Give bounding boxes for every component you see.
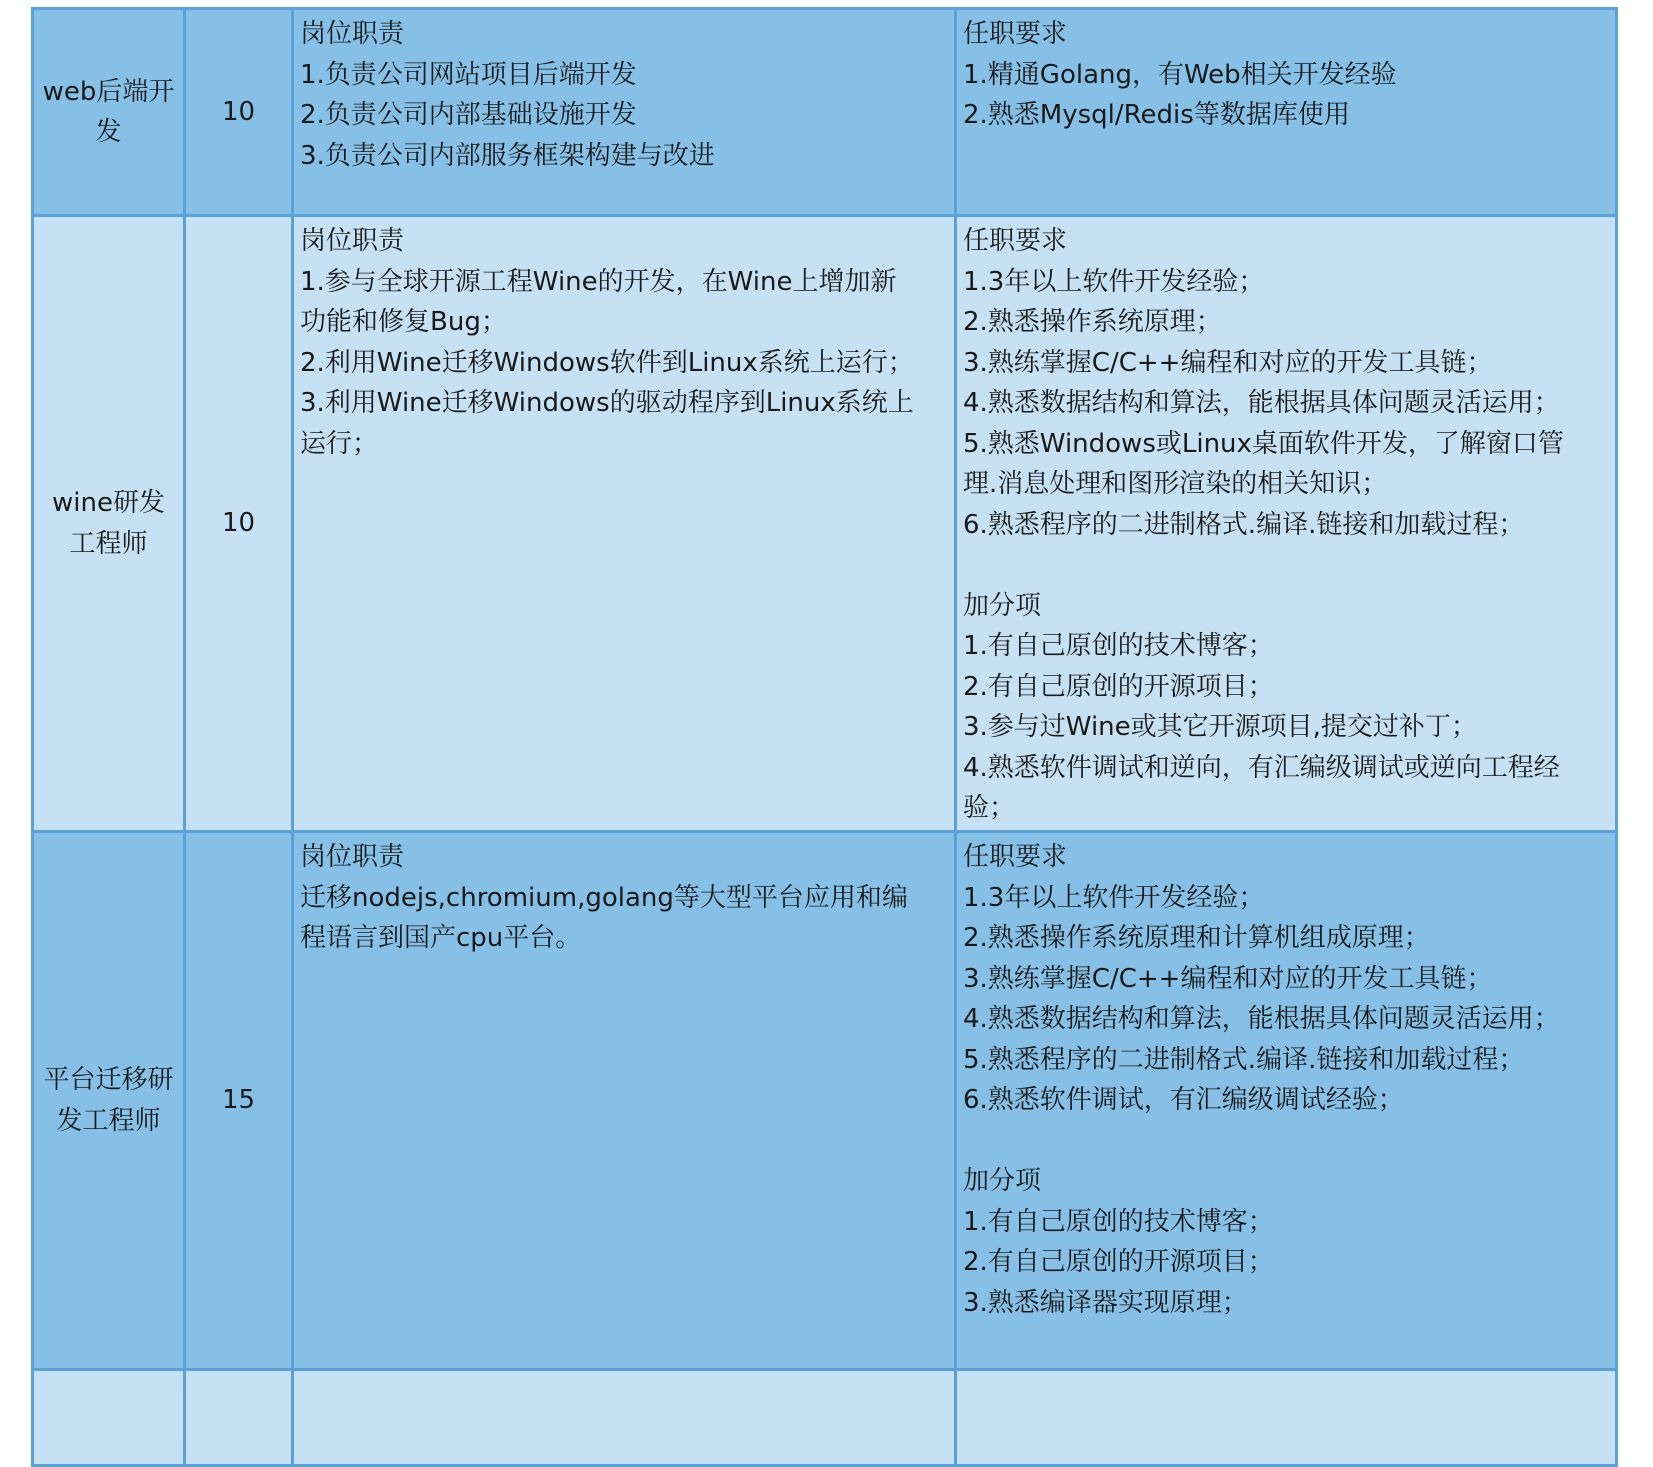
headcount: 10 <box>221 96 256 127</box>
duty-line: 2.负责公司内部基础设施开发 <box>300 100 637 130</box>
requirement-line: 2.熟悉Mysql/Redis等数据库使用 <box>963 100 1350 130</box>
position-name-cell <box>34 217 186 830</box>
requirements-cell <box>957 10 1615 214</box>
table-row <box>34 833 1615 1371</box>
requirement-line: 5.熟悉程序的二进制格式.编译.链接和加载过程； <box>963 1044 1525 1075</box>
requirement-line: 任职要求 <box>963 19 1068 49</box>
duty-line: 2.利用Wine迁移Windows软件到Linux系统上运行； <box>300 347 914 378</box>
headcount: 15 <box>221 1085 256 1116</box>
requirement-line: 任职要求 <box>963 226 1068 256</box>
requirement-line: 理.消息处理和图形渲染的相关知识； <box>963 469 1388 499</box>
duty-line: 1.负责公司网站项目后端开发 <box>300 59 637 90</box>
requirement-line: 2.有自己原创的开源项目； <box>963 1247 1274 1277</box>
position-name: 平台迁移研 发工程师 <box>43 1065 174 1136</box>
requirement-line: 4.熟悉数据结构和算法，能根据具体问题灵活运用； <box>963 1004 1560 1034</box>
requirements-cell <box>957 1371 1615 1467</box>
requirement-line: 3.熟悉编译器实现原理； <box>963 1287 1248 1318</box>
requirement-line: 2.有自己原创的开源项目； <box>963 671 1274 702</box>
requirement-line: 3.参与过Wine或其它开源项目,提交过补丁； <box>963 712 1477 742</box>
requirement-line: 1.精通Golang，有Web相关开发经验 <box>963 59 1397 90</box>
requirement-line <box>963 1121 1609 1162</box>
requirement-line: 1.有自己原创的技术博客； <box>963 1206 1274 1237</box>
duty-line: 1.参与全球开源工程Wine的开发，在Wine上增加新 <box>300 266 897 297</box>
position-name: wine研发 工程师 <box>52 488 165 559</box>
headcount-cell <box>186 10 294 214</box>
duty-line: 岗位职责 <box>300 19 405 49</box>
duties-cell <box>294 833 957 1368</box>
requirements-cell <box>957 833 1615 1368</box>
requirement-line: 2.熟悉操作系统原理和计算机组成原理； <box>963 923 1430 953</box>
requirement-line: 2.熟悉操作系统原理； <box>963 307 1222 337</box>
position-name-cell <box>34 1371 186 1467</box>
requirement-line: 1.3年以上软件开发经验； <box>963 882 1265 913</box>
table-row <box>34 217 1615 833</box>
duty-line: 岗位职责 <box>300 226 405 256</box>
duty-line: 3.利用Wine迁移Windows的驱动程序到Linux系统上 <box>300 388 914 418</box>
headcount: 10 <box>221 508 256 539</box>
job-table <box>31 7 1618 1467</box>
duty-line: 3.负责公司内部服务框架构建与改进 <box>300 140 715 171</box>
requirement-line: 3.熟练掌握C/C++编程和对应的开发工具链； <box>963 963 1493 994</box>
duties-cell <box>294 1371 957 1467</box>
headcount-cell <box>186 217 294 830</box>
duty-line: 功能和修复Bug； <box>300 307 507 337</box>
bonus-heading: 加分项 <box>963 590 1042 621</box>
requirement-line <box>963 545 1609 586</box>
requirement-line: 6.熟悉软件调试，有汇编级调试经验； <box>963 1085 1404 1115</box>
table-row <box>34 10 1615 217</box>
table-row <box>34 1371 1615 1467</box>
requirement-line: 1.3年以上软件开发经验； <box>963 266 1265 297</box>
requirement-line: 验； <box>963 793 1016 823</box>
duty-line: 运行； <box>300 428 379 459</box>
position-name-cell <box>34 833 186 1368</box>
requirement-line: 3.熟练掌握C/C++编程和对应的开发工具链； <box>963 347 1493 378</box>
headcount-cell <box>186 833 294 1368</box>
requirement-line: 1.有自己原创的技术博客； <box>963 631 1274 661</box>
requirement-line: 6.熟悉程序的二进制格式.编译.链接和加载过程； <box>963 509 1525 540</box>
requirement-line: 4.熟悉数据结构和算法，能根据具体问题灵活运用； <box>963 388 1560 418</box>
requirement-line: 4.熟悉软件调试和逆向，有汇编级调试或逆向工程经 <box>963 752 1560 783</box>
requirements-cell <box>957 217 1615 830</box>
headcount-cell <box>186 1371 294 1467</box>
duties-cell <box>294 10 957 214</box>
requirement-line: 任职要求 <box>963 842 1068 872</box>
duties-cell <box>294 217 957 830</box>
bonus-heading: 加分项 <box>963 1166 1042 1196</box>
position-name-cell <box>34 10 186 214</box>
duty-line: 迁移nodejs,chromium,golang等大型平台应用和编 <box>300 882 908 913</box>
position-name: web后端开 发 <box>42 76 175 147</box>
requirement-line: 5.熟悉Windows或Linux桌面软件开发，了解窗口管 <box>963 428 1564 459</box>
duty-line: 程语言到国产cpu平台。 <box>300 923 582 953</box>
duty-line: 岗位职责 <box>300 842 405 872</box>
